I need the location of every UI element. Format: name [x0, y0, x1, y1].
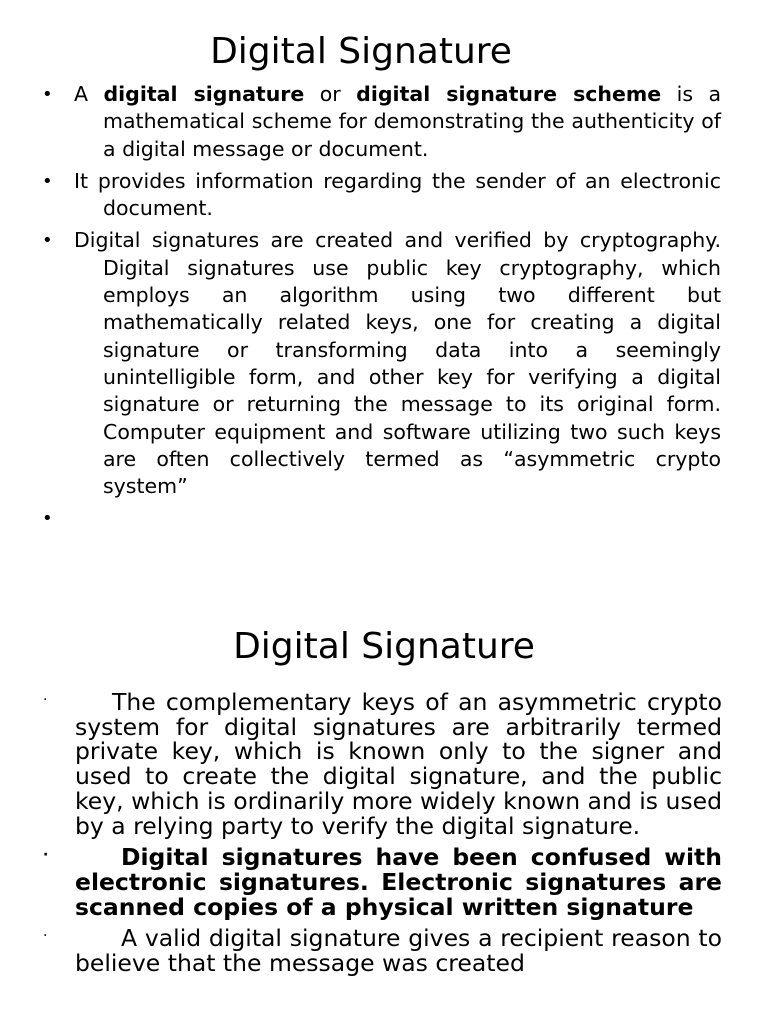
- bold-term: digital signature scheme: [356, 82, 662, 106]
- slide-title: Digital Signature: [210, 31, 512, 72]
- text-run: or: [304, 82, 357, 106]
- bullet-icon: •: [42, 508, 53, 530]
- bullet-text: Digital signatures are created and verified by cryptography. Digital signatures use public key cryptography, which employs an algorithm using two different but mathematically related keys, one for creating a digital signature or transforming data into a seemingly unintelligible form, and other key for verifying a digital signature or returning the message to its original form. Computer equipment and software utilizing two such keys are often collectively termed as “asymmetric crypto system”: [74, 228, 721, 499]
- bullet-item: [0, 81, 721, 163]
- bullet-icon: ·: [43, 692, 48, 708]
- text-run: A: [74, 82, 104, 106]
- bullet-text: Digital signatures have been confused with electronic signatures. Electronic signatures are scanned copies of a physical written signature: [75, 843, 722, 921]
- bullet-text: It provides information regarding the sender of an electronic document.: [74, 168, 721, 221]
- bullet-text: The complementary keys of an asymmetric crypto system for digital signatures are arbitrarily termed private key, which is known only to the signer and used to create the digital signature, and the public key, which is ordinarily more widely known and is used by a relying party to verify the digital signature.: [75, 688, 722, 840]
- bullet-icon: •: [42, 170, 53, 192]
- bullet-item: [0, 227, 721, 500]
- bullet-text: A valid digital signature gives a recipient reason to believe that the message was created: [75, 924, 722, 978]
- bullet-icon: ·: [43, 847, 49, 864]
- bullet-icon: •: [42, 230, 53, 252]
- slide-2: [0, 600, 768, 1024]
- bullet-list: [0, 690, 722, 983]
- slide-title: Digital Signature: [233, 626, 535, 667]
- bullet-item: [0, 690, 722, 838]
- bullet-text: [74, 82, 721, 161]
- text-run: is a mathematical scheme for demonstrating the authenticity of a digital message or document.: [103, 82, 722, 161]
- bullet-item-empty: [0, 505, 721, 532]
- bullet-item: [0, 845, 722, 919]
- bold-term: digital signature: [103, 82, 305, 106]
- bullet-icon: •: [42, 84, 53, 105]
- bullet-item: [0, 168, 721, 223]
- bullet-icon: ·: [43, 928, 48, 945]
- bullet-list: [0, 81, 721, 537]
- bullet-item: [0, 924, 722, 978]
